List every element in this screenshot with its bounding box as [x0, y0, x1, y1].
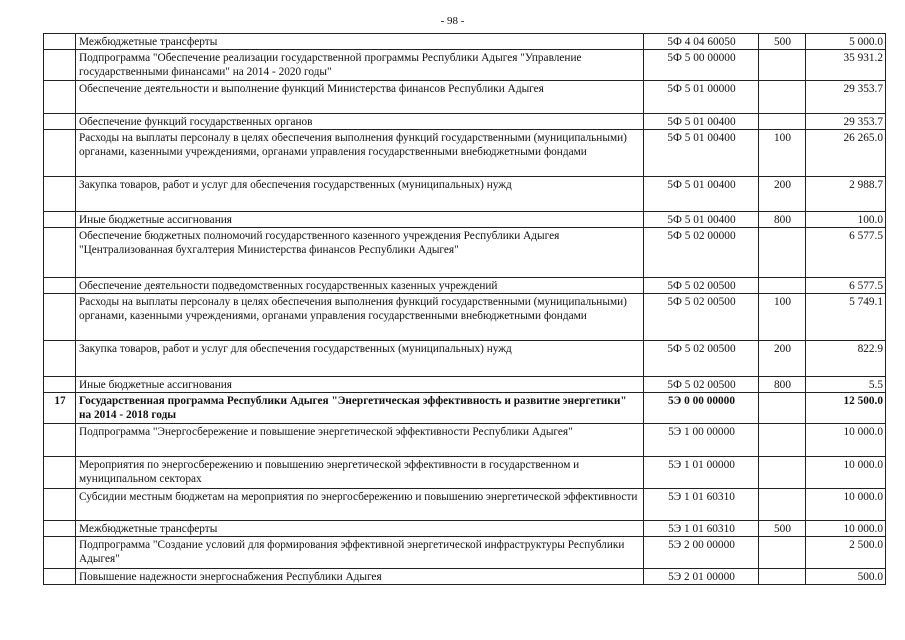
row-number-cell — [44, 377, 76, 393]
row-kind-cell: 100 — [759, 130, 806, 177]
budget-table — [43, 33, 886, 585]
row-code-cell: 5Э 1 00 00000 — [644, 424, 759, 457]
row-amount-cell: 29 353.7 — [806, 114, 886, 130]
row-amount-cell: 100.0 — [806, 212, 886, 228]
row-code-cell: 5Ф 5 02 00000 — [644, 228, 759, 278]
row-kind-cell — [759, 537, 806, 569]
row-name-cell: Закупка товаров, работ и услуг для обеспечения государственных (муниципальных) нужд — [76, 177, 644, 212]
row-code-cell: 5Ф 5 01 00400 — [644, 114, 759, 130]
row-amount-cell: 2 988.7 — [806, 177, 886, 212]
row-kind-cell — [759, 489, 806, 521]
row-code-cell: 5Ф 5 02 00500 — [644, 341, 759, 377]
table-row — [44, 81, 886, 114]
row-amount-cell: 29 353.7 — [806, 81, 886, 114]
row-kind-cell — [759, 81, 806, 114]
row-number-cell — [44, 489, 76, 521]
table-row — [44, 278, 886, 294]
row-code-cell: 5Ф 5 01 00400 — [644, 177, 759, 212]
row-amount-cell: 5 000.0 — [806, 34, 886, 50]
row-name-cell: Субсидии местным бюджетам на мероприятия по энергосбережению и повышению энергетической эффективности — [76, 489, 644, 521]
row-number-cell — [44, 81, 76, 114]
table-row — [44, 457, 886, 489]
row-code-cell: 5Ф 5 02 00500 — [644, 294, 759, 341]
row-name-cell: Иные бюджетные ассигнования — [76, 212, 644, 228]
row-amount-cell: 12 500.0 — [806, 393, 886, 424]
row-amount-cell: 822.9 — [806, 341, 886, 377]
row-number-cell — [44, 424, 76, 457]
table-row — [44, 377, 886, 393]
table-row — [44, 393, 886, 424]
row-amount-cell: 10 000.0 — [806, 489, 886, 521]
row-name-cell: Мероприятия по энергосбережению и повышению энергетической эффективности в государственном и муниципальном секторах — [76, 457, 644, 489]
row-number-cell — [44, 34, 76, 50]
table-row — [44, 569, 886, 585]
row-code-cell: 5Э 0 00 00000 — [644, 393, 759, 424]
row-name-cell: Межбюджетные трансферты — [76, 521, 644, 537]
row-number-cell — [44, 177, 76, 212]
row-number-cell — [44, 341, 76, 377]
row-amount-cell: 500.0 — [806, 569, 886, 585]
row-kind-cell — [759, 114, 806, 130]
page-number: - 98 - — [440, 15, 465, 27]
row-amount-cell: 5 749.1 — [806, 294, 886, 341]
row-amount-cell: 6 577.5 — [806, 278, 886, 294]
row-name-cell: Межбюджетные трансферты — [76, 34, 644, 50]
row-number-cell — [44, 212, 76, 228]
row-number-cell — [44, 537, 76, 569]
row-code-cell: 5Ф 5 02 00500 — [644, 278, 759, 294]
row-name-cell: Обеспечение деятельности подведомственных государственных казенных учреждений — [76, 278, 644, 294]
row-kind-cell: 800 — [759, 377, 806, 393]
table-row — [44, 537, 886, 569]
row-kind-cell: 200 — [759, 177, 806, 212]
row-kind-cell — [759, 228, 806, 278]
table-row — [44, 489, 886, 521]
row-kind-cell — [759, 50, 806, 81]
row-name-cell: Расходы на выплаты персоналу в целях обеспечения выполнения функций государственными (муниципальными) органами, казенными учреждениями, органами управления государственными внебюджетными фондами — [76, 130, 644, 177]
row-code-cell: 5Ф 4 04 60050 — [644, 34, 759, 50]
row-kind-cell — [759, 569, 806, 585]
table-row — [44, 177, 886, 212]
row-number-cell — [44, 569, 76, 585]
row-kind-cell — [759, 424, 806, 457]
row-number-cell — [44, 294, 76, 341]
table-row — [44, 212, 886, 228]
row-code-cell: 5Э 2 00 00000 — [644, 537, 759, 569]
row-name-cell: Закупка товаров, работ и услуг для обеспечения государственных (муниципальных) нужд — [76, 341, 644, 377]
row-name-cell: Подпрограмма "Обеспечение реализации государственной программы Республики Адыгея "Управление государственными финансами" на 2014 - 2020 годы" — [76, 50, 644, 81]
row-kind-cell: 200 — [759, 341, 806, 377]
row-name-cell: Обеспечение деятельности и выполнение функций Министерства финансов Республики Адыгея — [76, 81, 644, 114]
table-row — [44, 130, 886, 177]
row-kind-cell — [759, 278, 806, 294]
row-number-cell — [44, 228, 76, 278]
table-row — [44, 50, 886, 81]
row-amount-cell: 2 500.0 — [806, 537, 886, 569]
row-name-cell: Государственная программа Республики Адыгея "Энергетическая эффективность и развитие энергетики" на 2014 - 2018 годы — [76, 393, 644, 424]
row-number-cell — [44, 50, 76, 81]
row-kind-cell: 500 — [759, 34, 806, 50]
row-name-cell: Обеспечение бюджетных полномочий государственного казенного учреждения Республики Адыгея "Централизованная бухгалтерия Министерства финансов Республики Адыгея" — [76, 228, 644, 278]
row-number-cell — [44, 278, 76, 294]
table-row — [44, 294, 886, 341]
row-kind-cell — [759, 457, 806, 489]
row-name-cell: Подпрограмма "Энергосбережение и повышение энергетической эффективности Республики Адыгея" — [76, 424, 644, 457]
row-code-cell: 5Ф 5 01 00400 — [644, 212, 759, 228]
table-row — [44, 114, 886, 130]
row-number-cell — [44, 114, 76, 130]
row-kind-cell — [759, 393, 806, 424]
row-amount-cell: 6 577.5 — [806, 228, 886, 278]
row-code-cell: 5Э 1 01 60310 — [644, 489, 759, 521]
row-name-cell: Обеспечение функций государственных органов — [76, 114, 644, 130]
row-number-cell — [44, 130, 76, 177]
row-name-cell: Подпрограмма "Создание условий для формирования эффективной энергетической инфраструктуры Республики Адыгея" — [76, 537, 644, 569]
budget-table-body — [44, 34, 886, 585]
row-amount-cell: 26 265.0 — [806, 130, 886, 177]
table-row — [44, 521, 886, 537]
row-amount-cell: 35 931.2 — [806, 50, 886, 81]
row-code-cell: 5Ф 5 00 00000 — [644, 50, 759, 81]
row-name-cell: Иные бюджетные ассигнования — [76, 377, 644, 393]
row-name-cell: Повышение надежности энергоснабжения Республики Адыгея — [76, 569, 644, 585]
row-code-cell: 5Ф 5 01 00400 — [644, 130, 759, 177]
row-amount-cell: 10 000.0 — [806, 521, 886, 537]
row-number-cell — [44, 457, 76, 489]
table-row — [44, 228, 886, 278]
row-name-cell: Расходы на выплаты персоналу в целях обеспечения выполнения функций государственными (муниципальными) органами, казенными учреждениями, органами управления государственными внебюджетными фондами — [76, 294, 644, 341]
table-row — [44, 341, 886, 377]
row-code-cell: 5Э 2 01 00000 — [644, 569, 759, 585]
row-code-cell: 5Ф 5 01 00000 — [644, 81, 759, 114]
row-number-cell: 17 — [44, 393, 76, 424]
row-code-cell: 5Э 1 01 60310 — [644, 521, 759, 537]
row-kind-cell: 500 — [759, 521, 806, 537]
table-row — [44, 34, 886, 50]
row-code-cell: 5Ф 5 02 00500 — [644, 377, 759, 393]
table-row — [44, 424, 886, 457]
row-code-cell: 5Э 1 01 00000 — [644, 457, 759, 489]
row-kind-cell: 100 — [759, 294, 806, 341]
row-number-cell — [44, 521, 76, 537]
row-amount-cell: 10 000.0 — [806, 457, 886, 489]
row-amount-cell: 5.5 — [806, 377, 886, 393]
row-amount-cell: 10 000.0 — [806, 424, 886, 457]
row-kind-cell: 800 — [759, 212, 806, 228]
